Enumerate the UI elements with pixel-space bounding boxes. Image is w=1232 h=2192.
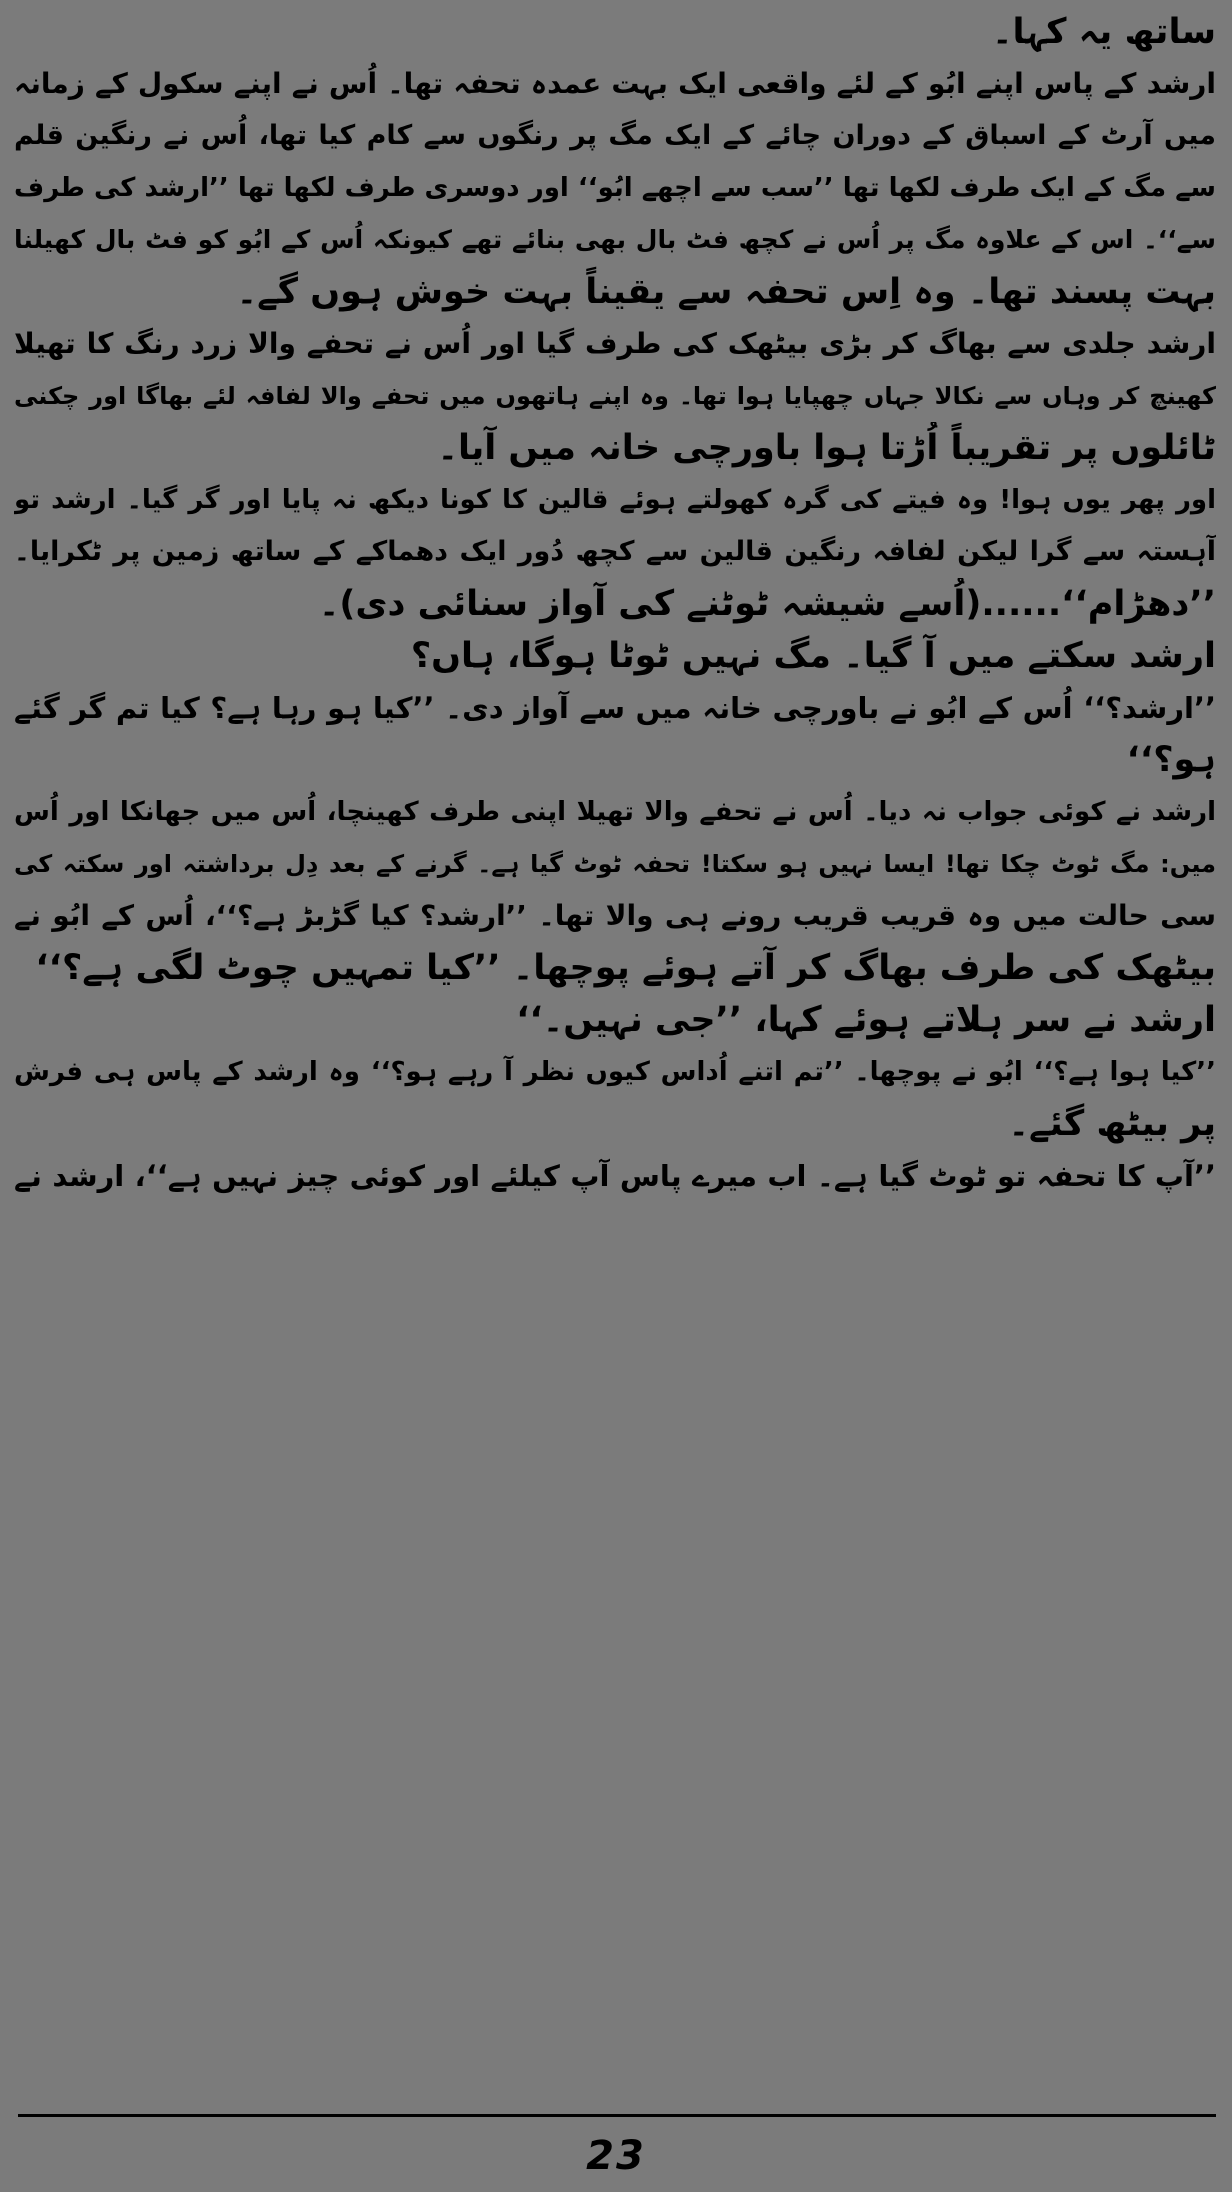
text-line: ارشد نے سر ہلاتے ہوئے کہا، ’’جی نہیں۔‘‘: [516, 1000, 1216, 1040]
text-line: بہت پسند تھا۔ وہ اِس تحفہ سے یقیناً بہت خوش ہوں گے۔: [236, 272, 1216, 312]
text-line: ’’دھڑام‘‘......(اُسے شیشہ ٹوٹنے کی آواز سنائی دی)۔: [318, 584, 1216, 624]
text-line: میں آرٹ کے اسباق کے دوران چائے کے ایک مگ پر رنگوں سے کام کیا تھا، اُس نے رنگین قلم: [14, 120, 1216, 151]
page-number: 23: [586, 2133, 646, 2179]
text-line: ’’ارشد؟‘‘ اُس کے ابُو نے باورچی خانہ میں سے آواز دی۔ ’’کیا ہو رہا ہے؟ کیا تم گر گئے: [14, 691, 1216, 725]
text-line: ٹائلوں پر تقریباً اُڑتا ہوا باورچی خانہ میں آیا۔: [437, 428, 1216, 468]
text-line: سی حالت میں وہ قریب قریب رونے ہی والا تھا۔ ’’ارشد؟ کیا گڑبڑ ہے؟‘‘، اُس کے ابُو نے: [14, 899, 1216, 932]
text-line: ارشد کے پاس اپنے ابُو کے لئے واقعی ایک بہت عمدہ تحفہ تھا۔ اُس نے اپنے سکول کے زمانہ: [14, 67, 1216, 100]
text-line: سے مگ کے ایک طرف لکھا تھا ’’سب سے اچھے ابُو‘‘ اور دوسری طرف لکھا تھا ’’ارشد کی طرف: [14, 173, 1216, 203]
text-line: پر بیٹھ گئے۔: [1008, 1104, 1216, 1144]
text-line: بیٹھک کی طرف بھاگ کر آتے ہوئے پوچھا۔ ’’کیا تمہیں چوٹ لگی ہے؟‘‘: [35, 948, 1216, 988]
text-line: ’’آپ کا تحفہ تو ٹوٹ گیا ہے۔ اب میرے پاس آپ کیلئے اور کوئی چیز نہیں ہے‘‘، ارشد نے: [14, 1159, 1216, 1193]
text-line: ساتھ یہ کہا۔: [991, 12, 1216, 52]
footer-divider: [18, 2114, 1216, 2117]
text-line: سے‘‘۔ اس کے علاوہ مگ پر اُس نے کچھ فٹ بال بھی بنائے تھے کیونکہ اُس کے ابُو کو فٹ بال کھیلنا: [14, 225, 1216, 254]
story-text: [14, 6, 1216, 1202]
text-line: ارشد نے کوئی جواب نہ دیا۔ اُس نے تحفے والا تھیلا اپنی طرف کھینچا، اُس میں جھانکا اور اُس: [14, 797, 1216, 827]
text-line: آہستہ سے گرا لیکن لفافہ رنگین قالین سے کچھ دُور ایک دھماکے کے ساتھ زمین پر ٹکرایا۔: [14, 536, 1216, 567]
text-line: کھینچ کر وہاں سے نکالا جہاں چھپایا ہوا تھا۔ وہ اپنے ہاتھوں میں تحفے والا لفافہ لئے بھاگا اور چکنی: [14, 382, 1216, 410]
text-line: میں: مگ ٹوٹ چکا تھا! ایسا نہیں ہو سکتا! تحفہ ٹوٹ گیا ہے۔ گرنے کے بعد دِل برداشتہ اور سکتہ کی: [14, 850, 1216, 878]
text-line: اور پھر یوں ہوا! وہ فیتے کی گرہ کھولتے ہوئے قالین کا کونا دیکھ نہ پایا اور گر گیا۔ ارشد تو: [14, 485, 1216, 515]
text-line: ارشد جلدی سے بھاگ کر بڑی بیٹھک کی طرف گیا اور اُس نے تحفے والا زرد رنگ کا تھیلا: [14, 327, 1216, 360]
text-line: ارشد سکتے میں آ گیا۔ مگ نہیں ٹوٹا ہوگا، ہاں؟: [410, 636, 1216, 676]
text-line: ’’کیا ہوا ہے؟‘‘ ابُو نے پوچھا۔ ’’تم اتنے اُداس کیوں نظر آ رہے ہو؟‘‘ وہ ارشد کے پاس ہی فرش: [14, 1057, 1216, 1087]
text-line: ہو؟‘‘: [1126, 740, 1216, 780]
